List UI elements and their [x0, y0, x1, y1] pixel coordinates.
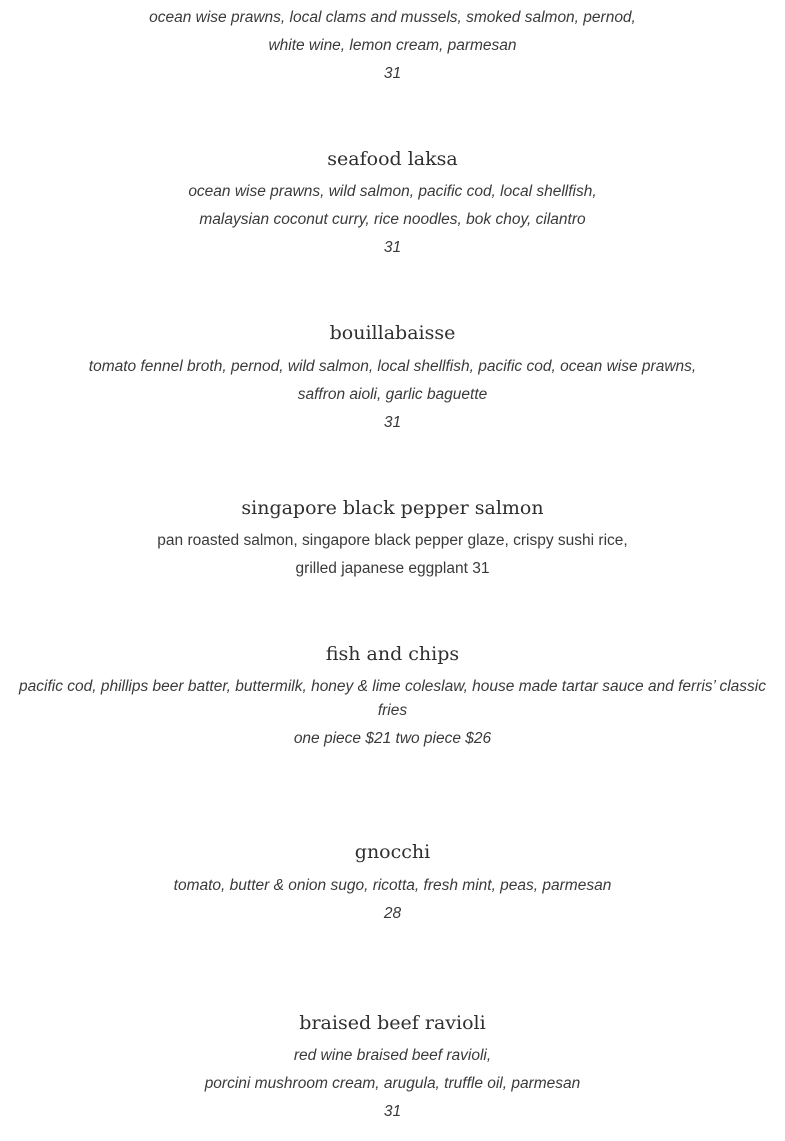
- item-price: 28: [383, 905, 402, 922]
- item-description-line: tomato, butter & onion sugo, ricotta, fresh mint, peas, parmesan: [173, 877, 612, 894]
- item-title: braised beef ravioli: [299, 1012, 486, 1034]
- item-description-line: red wine braised beef ravioli,: [293, 1047, 492, 1064]
- item-title: seafood laksa: [327, 148, 458, 170]
- item-title: gnocchi: [354, 841, 431, 863]
- item-description-line: porcini mushroom cream, arugula, truffle oil, parmesan: [204, 1075, 581, 1092]
- item-description-line: tomato fennel broth, pernod, wild salmon, local shellfish, pacific cod, ocean wise prawns,: [88, 358, 697, 375]
- item-description-line: malaysian coconut curry, rice noodles, bok choy, cilantro: [199, 211, 586, 228]
- item-description-line: white wine, lemon cream, parmesan: [268, 37, 517, 54]
- item-description-line: ocean wise prawns, wild salmon, pacific cod, local shellfish,: [188, 183, 597, 200]
- item-title: singapore black pepper salmon: [241, 497, 544, 519]
- item-price: 31: [383, 65, 402, 82]
- item-price: 31: [383, 414, 402, 431]
- item-description-line: saffron aioli, garlic baguette: [297, 386, 488, 403]
- item-description-line: grilled japanese eggplant 31: [295, 560, 490, 577]
- item-description-line: pacific cod, phillips beer batter, buttermilk, honey & lime coleslaw, house made tartar sauce and ferris’ classic fries: [19, 678, 766, 719]
- item-price: 31: [383, 1103, 402, 1120]
- item-title: fish and chips: [325, 643, 460, 665]
- item-price: one piece $21 two piece $26: [293, 730, 492, 747]
- item-price: 31: [383, 239, 402, 256]
- item-description-line: pan roasted salmon, singapore black pepper glaze, crispy sushi rice,: [157, 532, 628, 549]
- item-description-line: ocean wise prawns, local clams and mussels, smoked salmon, pernod,: [149, 9, 636, 26]
- item-title: bouillabaisse: [329, 322, 456, 344]
